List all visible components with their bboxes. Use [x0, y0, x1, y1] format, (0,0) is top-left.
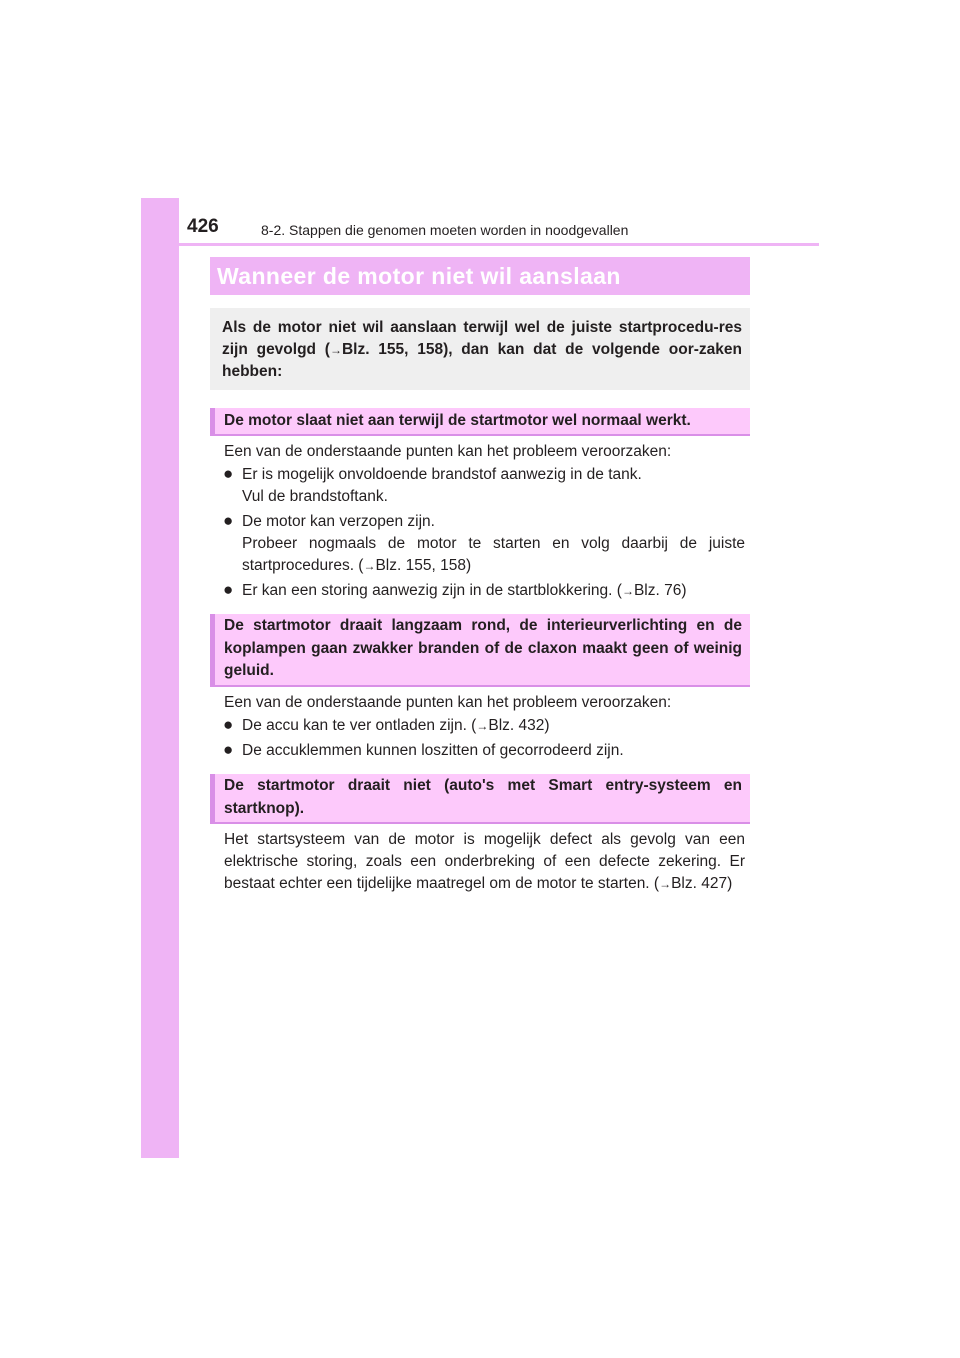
list-item-text-start: De accu kan te ver ontladen zijn. (	[242, 717, 477, 734]
body-text-start: Het startsysteem van de motor is mogelijk defect als gevolg van een elektrische storing, zoals een onderbreking of een defecte zekering. Er bestaat echter een tijdelijke maatregel om de motor te starten. (	[224, 831, 745, 892]
intro-box	[210, 308, 750, 390]
list-item-text	[242, 533, 745, 577]
list-item-text: Vul de brandstoftank.	[242, 488, 388, 505]
chapter-title: 8-2. Stappen die genomen moeten worden in noodgevallen	[261, 222, 629, 238]
arrow-icon: →	[329, 343, 342, 357]
list-item	[223, 715, 745, 737]
arrow-icon: →	[621, 584, 634, 598]
page-ref-link[interactable]: Blz. 76	[633, 582, 682, 599]
section-title: Wanneer de motor niet wil aanslaan	[210, 257, 750, 295]
bullet-icon: ●	[223, 740, 234, 759]
list-item	[223, 511, 745, 577]
list-item-text: De motor kan verzopen zijn.	[242, 513, 435, 530]
intro-text-start: Als de motor niet wil aanslaan terwijl wel de juiste startprocedu-res zijn gevolgd (	[222, 319, 742, 358]
list-item-text	[242, 715, 745, 737]
body-text-end: )	[727, 875, 733, 892]
page-ref-link[interactable]: Blz. 432	[488, 717, 545, 734]
subsection-heading-3: De startmotor draait niet (auto's met Smart entry-systeem en startknop).	[210, 774, 750, 824]
list-item	[223, 740, 745, 762]
list-item-text-end: )	[681, 582, 687, 599]
list-item-text: Er is mogelijk onvoldoende brandstof aanwezig in de tank.	[242, 466, 642, 483]
list-item-text-end: )	[544, 717, 550, 734]
list-item	[223, 580, 745, 602]
lead-text-1: Een van de onderstaande punten kan het probleem veroorzaken:	[224, 443, 672, 460]
list-item-text-start: Er kan een storing aanwezig zijn in de startblokkering. (	[242, 582, 622, 599]
body-paragraph	[224, 829, 745, 895]
list-item-text-start: Probeer nogmaals de motor te starten en volg daarbij de juiste startprocedures. (	[242, 535, 745, 574]
subsection-heading-2: De startmotor draait langzaam rond, de interieurverlichting en de koplampen gaan zwakker branden of de claxon maakt geen of weinig geluid.	[210, 614, 750, 687]
list-item-text-end: )	[465, 557, 472, 574]
page-ref-link[interactable]: Blz. 155, 158	[341, 341, 444, 358]
subsection-heading-1: De motor slaat niet aan terwijl de startmotor wel normaal werkt.	[210, 408, 750, 436]
chapter-side-tab	[141, 198, 179, 1158]
bullet-icon: ●	[223, 715, 234, 734]
intro-text-end: ), dan kan dat de volgende oor-zaken hebben:	[222, 341, 742, 380]
list-item	[223, 464, 745, 508]
bullet-icon: ●	[223, 511, 234, 530]
page-ref-link[interactable]: Blz. 155, 158	[375, 557, 466, 574]
list-item-text: De accuklemmen kunnen loszitten of gecorrodeerd zijn.	[242, 742, 624, 759]
arrow-icon: →	[363, 559, 376, 573]
page-ref-link[interactable]: Blz. 427	[671, 875, 728, 892]
page-number: 426	[187, 216, 219, 237]
arrow-icon: →	[659, 877, 672, 891]
lead-text-2: Een van de onderstaande punten kan het probleem veroorzaken:	[224, 694, 672, 711]
bullet-icon: ●	[223, 580, 234, 599]
header-rule	[141, 243, 819, 246]
arrow-icon: →	[476, 719, 489, 733]
list-item-text	[242, 580, 745, 602]
bullet-icon: ●	[223, 464, 234, 483]
